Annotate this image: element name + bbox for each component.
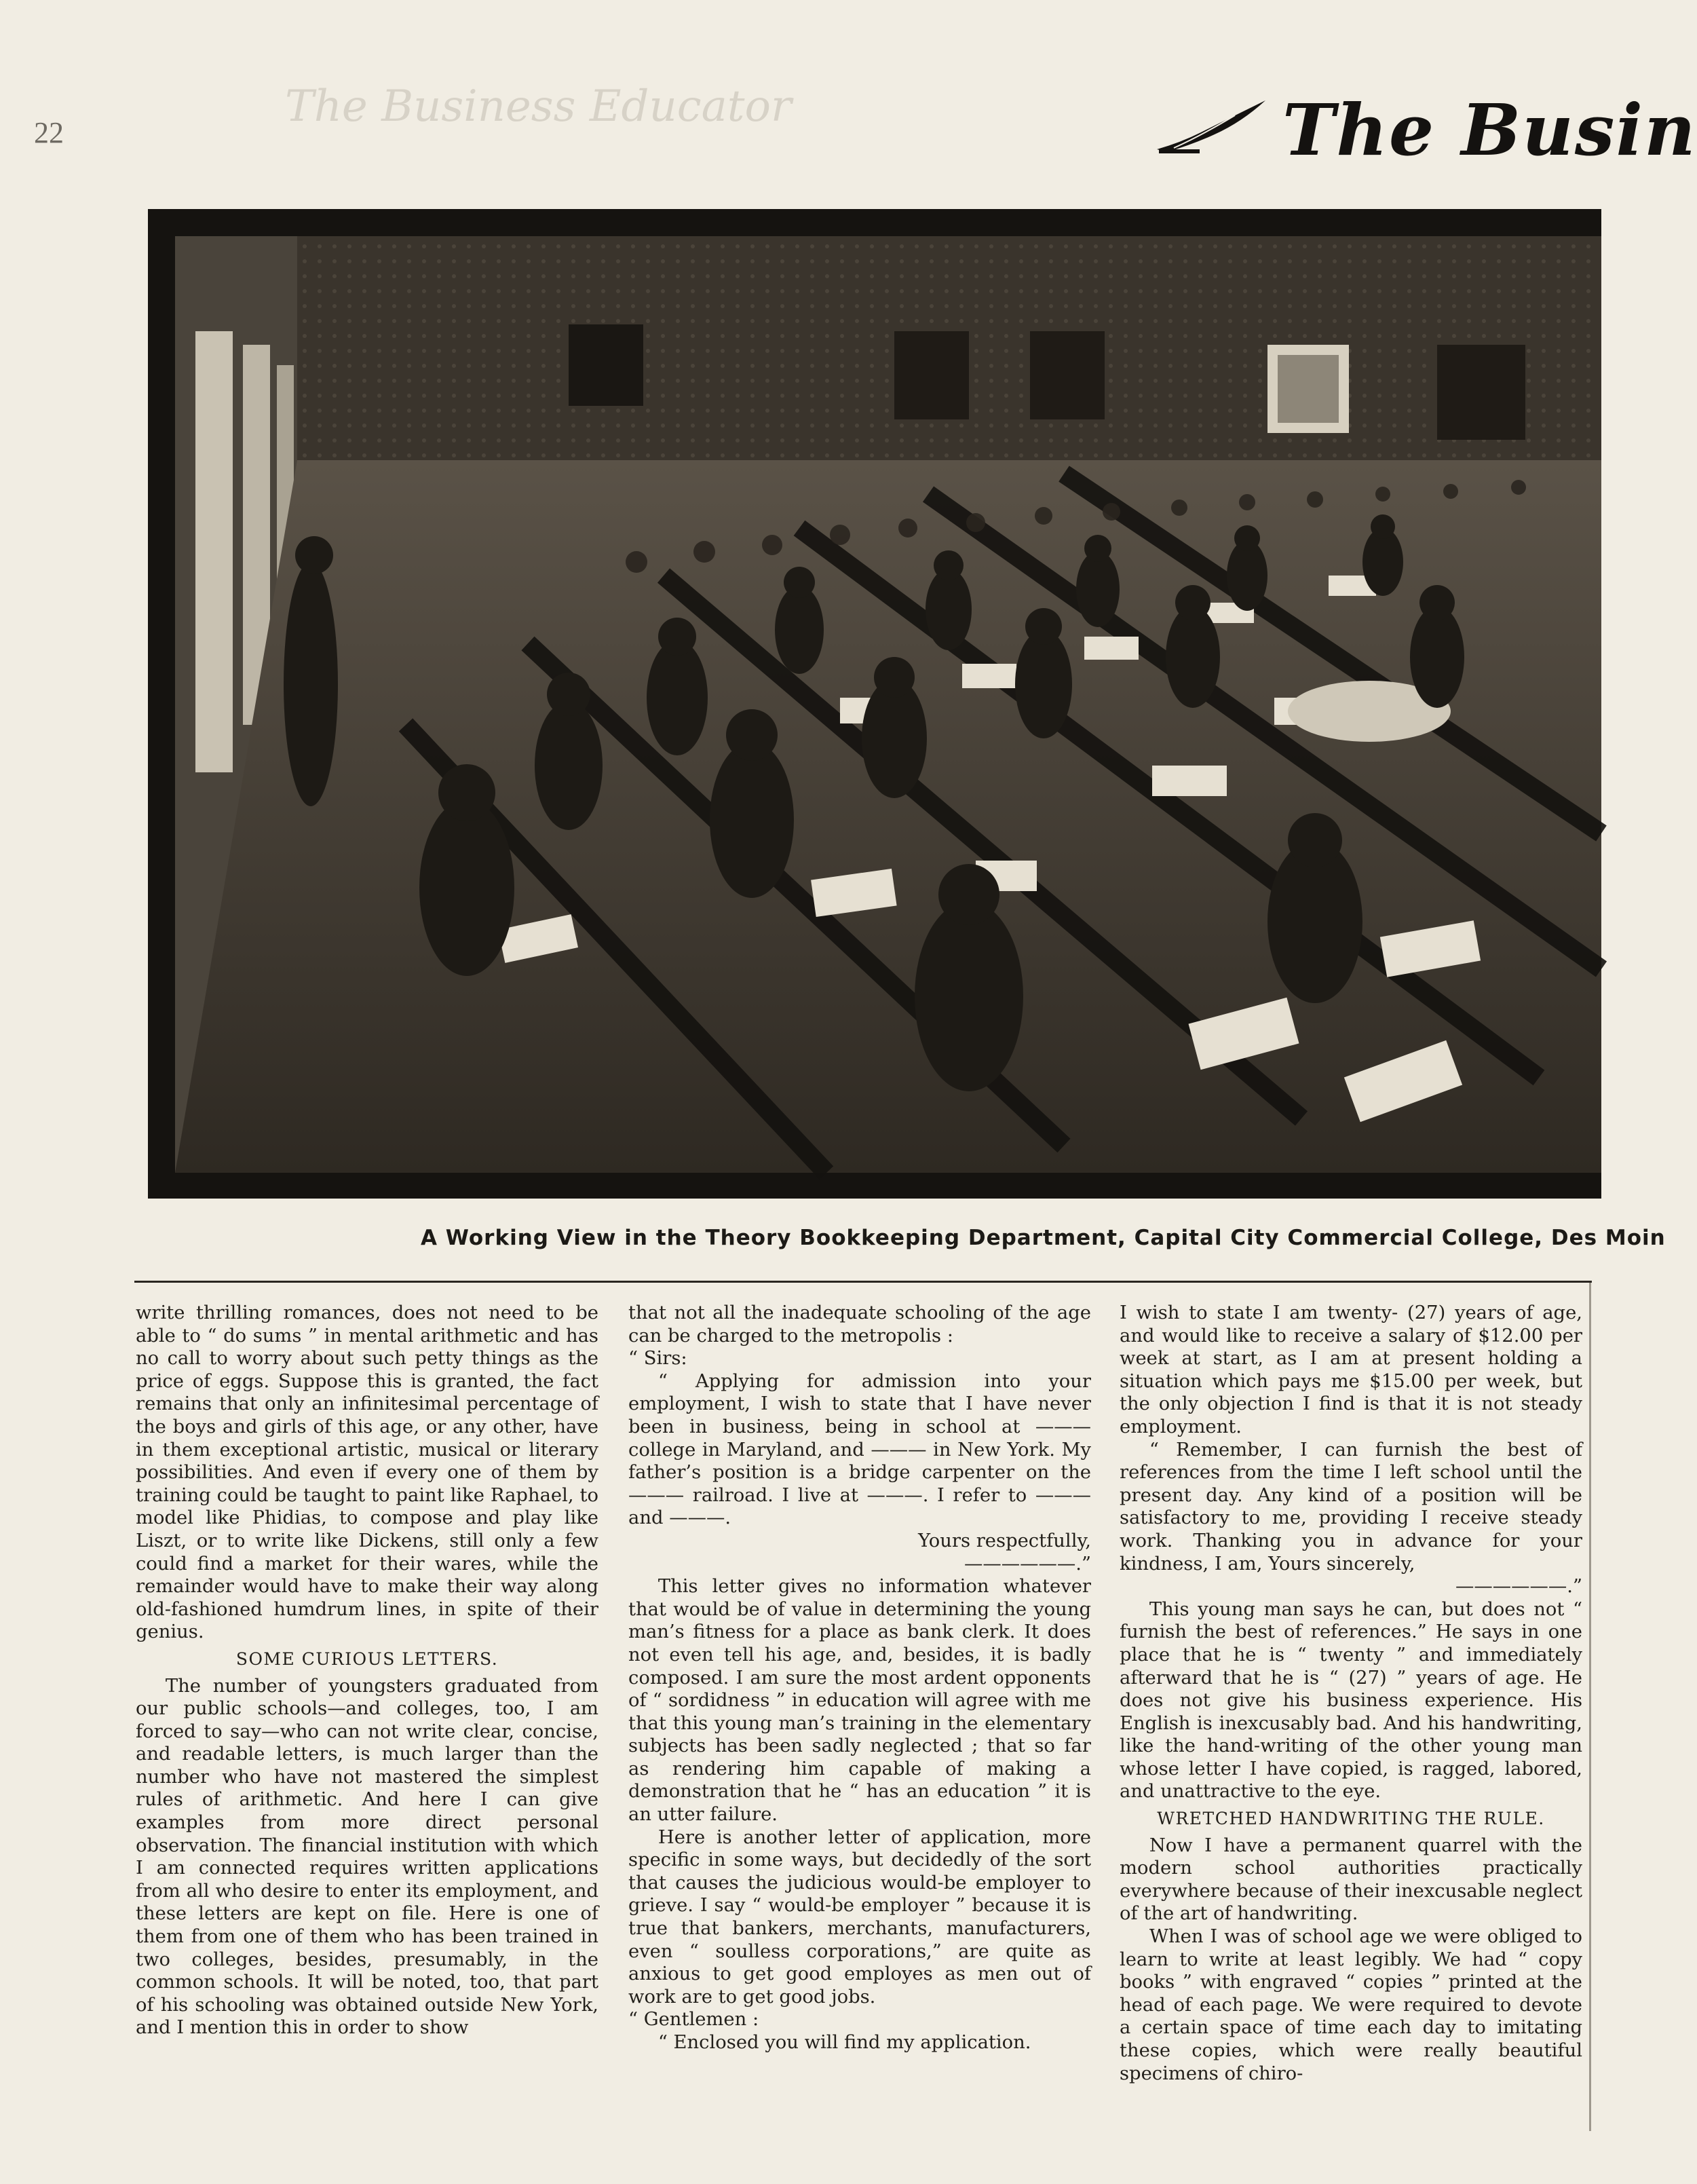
letter-body: “ Enclosed you will find my application. xyxy=(657,2032,1031,2053)
letter-body: I wish to state I am twenty- (27) years of age, and would like to receive a salary of $12.00 per week at start, as I am at present holding a situation which pays me $15.00 per week, but the only objection I find is that it is not steady employment. xyxy=(1120,1302,1582,1437)
letter-body: “ Remember, I can furnish the best of references from the time I left school until the present day. Any kind of a position will be satisfactory to me, providing I receive steady work. Thanking you in advance for your kindness, I am, Yours sincerely, xyxy=(1120,1439,1582,1575)
letter-signature: ——————.” xyxy=(964,1553,1091,1575)
article-column-3 xyxy=(1120,1302,1582,2085)
section-heading: WRETCHED HANDWRITING THE RULE. xyxy=(1157,1809,1545,1829)
paragraph: Now I have a permanent quarrel with the modern school authorities practically everywhere because of their inexcusable neglect of the art of handwriting. xyxy=(1120,1834,1582,1925)
masthead-title: The Busin xyxy=(1282,88,1697,172)
paragraph: This letter gives no information whatever that would be of value in determining the young man’s fitness for a place as bank clerk. It does not even tell his age, and, besides, it is badly composed. I am sure the most ardent opponents of “ sordidness ” in education will agree with me that this young man’s training in the elementary subjects has been sadly neglected ; that so far as rendering him capable of making a demonstration that he “ has an education ” it is an utter failure. xyxy=(628,1576,1091,1826)
section-heading: SOME CURIOUS LETTERS. xyxy=(235,1649,499,1669)
section-divider xyxy=(134,1281,1592,1283)
paragraph: Here is another letter of application, more specific in some ways, but decidedly of the sort that causes the judicious would-be employer to grieve. I say “ would-be employer ” because it is true that bankers, merchants, manufacturers, even “ soulless corporations,” are quite as anxious to get good employes as men out of work are to get good jobs. xyxy=(628,1826,1091,2008)
quill-pen-icon xyxy=(1153,95,1269,156)
paragraph: When I was of school age we were obliged to learn to write at least legibly. We had “ copy books ” with engraved “ copies ” printed at the head of each page. We were required to devote a certain space of time each day to imitating these copies, which were really beautiful specimens of chiro- xyxy=(1120,1926,1582,2084)
paragraph: that not all the inadequate schooling of the age can be charged to the metropolis : xyxy=(628,1302,1091,1347)
paragraph: The number of youngsters graduated from our public schools—and colleges, too, I am forced to say—who can not write clear, concise, and readable letters, is much larger than the number who have not mastered the simplest rules of arithmetic. And here I can give examples from more direct personal observation. The financial institution with which I am connected requires written applications from all who desire to enter its employment, and these letters are kept on file. Here is one of them from one of them who has been trained in two colleges, besides, presumably, in the common schools. It will be noted, too, that part of his schooling was obtained outside New York, and I mention this in order to show xyxy=(136,1675,598,2039)
letter-signature: ——————.” xyxy=(1455,1576,1582,1598)
article-column-1 xyxy=(136,1302,598,2039)
classroom-photo-illustration xyxy=(148,209,1601,1199)
classroom-photo xyxy=(148,209,1601,1199)
masthead xyxy=(1153,88,1697,172)
masthead-bleed-through: The Business Educator xyxy=(285,81,792,132)
letter-body: “ Applying for admission into your employment, I wish to state that I have never been in business, being in school at ——— college in Maryland, and ——— in New York. My father’s position is a bridge carpenter on the ——— railroad. I live at ———. I refer to ——— and ———. xyxy=(628,1370,1091,1529)
paragraph: This young man says he can, but does not “ furnish the best of references.” He says in one place that he is “ twenty ” and immediately afterward that he is “ (27) ” years of age. He does not give his business experience. His English is inexcusably bad. And his handwriting, like the hand-writing of the other young man whose letter I have copied, is ragged, labored, and unattractive to the eye. xyxy=(1120,1598,1582,1803)
paragraph: write thrilling romances, does not need to be able to “ do sums ” in mental arithmetic and has no call to worry about such petty things as the price of eggs. Suppose this is granted, the fact remains that only an infinitesimal percentage of the boys and girls of this age, or any other, have in them exceptional artistic, musical or literary possibilities. And even if every one of them by training could be taught to paint like Raphael, to model like Phidias, to compose and play like Liszt, or to write like Dickens, still only a few could find a market for their wares, while the remainder would have to make their way along old-fashioned humdrum lines, in spite of their genius. xyxy=(136,1302,598,1643)
photo-caption: A Working View in the Theory Bookkeeping Department, Capital City Commercial College, Des Moin xyxy=(421,1226,1666,1250)
letter-closing: Yours respectfully, xyxy=(918,1530,1091,1551)
letter-salutation: “ Gentlemen : xyxy=(628,2009,759,2031)
page-edge-rule xyxy=(1589,1283,1591,2131)
letter-salutation: “ Sirs: xyxy=(628,1348,687,1370)
page-number: 22 xyxy=(34,116,64,149)
article-column-2 xyxy=(628,1302,1091,2054)
